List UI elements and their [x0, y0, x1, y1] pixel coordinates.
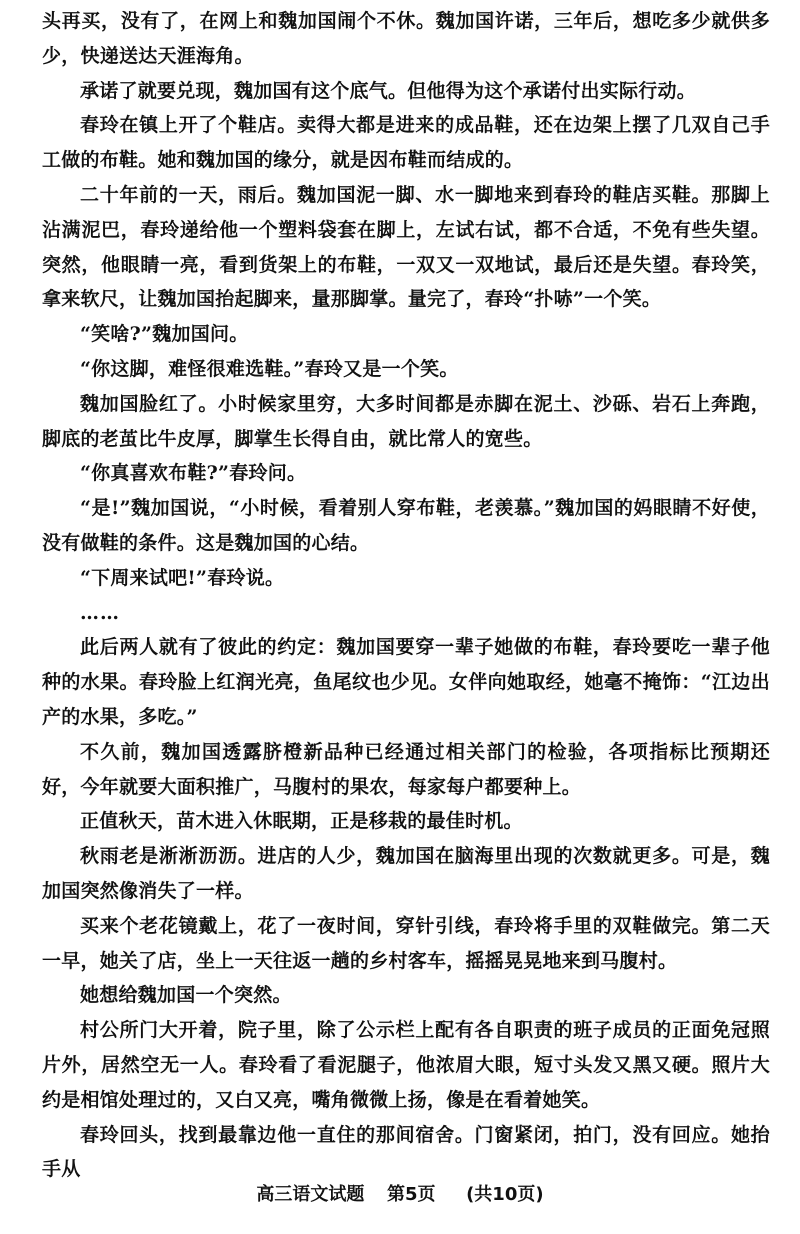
- paragraph-7: 魏加国脸红了。小时候家里穷，大多时间都是赤脚在泥土、沙砾、岩石上奔跑，脚底的老茧比牛皮厚，脚掌生长得自由，就比常人的宽些。: [42, 392, 770, 450]
- paragraph-3: 春玲在镇上开了个鞋店。卖得大都是进来的成品鞋，还在边架上摆了几双自己手工做的布鞋。她和魏加国的缘分，就是因布鞋而结成的。: [42, 114, 770, 172]
- paragraph-2: 承诺了就要兑现，魏加国有这个底气。但他得为这个承诺付出实际行动。: [80, 79, 697, 102]
- paragraph-17: 村公所门大开着，院子里，除了公示栏上配有各自职责的班子成员的正面免冠照片外，居然空无一人。春玲看了看泥腿子，他浓眉大眼，短寸头发又黑又硬。照片大约是相馆处理过的，又白又亮，嘴角微微上扬，像是在看着她笑。: [42, 1019, 770, 1111]
- paragraph-4: 二十年前的一天，雨后。魏加国泥一脚、水一脚地来到春玲的鞋店买鞋。那脚上沾满泥巴，春玲递给他一个塑料袋套在脚上，左试右试，都不合适，不免有些失望。突然，他眼睛一亮，看到货架上的布鞋，一双又一双地试，最后还是失望。春玲笑，拿来软尺，让魏加国抬起脚来，量那脚掌。量完了，春玲“扑哧”一个笑。: [42, 183, 770, 311]
- paragraph-1: 头再买，没有了，在网上和魏加国闹个不休。魏加国许诺，三年后，想吃多少就供多少，快递送达天涯海角。: [42, 10, 770, 67]
- paragraph-9: “是!”魏加国说，“小时候，看着别人穿布鞋，老羡慕。”魏加国的妈眼睛不好使，没有做鞋的条件。这是魏加国的心结。: [42, 497, 770, 554]
- paragraph-10: “下周来试吧!”春玲说。: [80, 566, 285, 589]
- paragraph-13: 正值秋天，苗木进入休眠期，正是移栽的最佳时机。: [80, 810, 523, 833]
- paragraph-15: 买来个老花镜戴上，花了一夜时间，穿针引线，春玲将手里的双鞋做完。第二天一早，她关了店，坐上一天往返一趟的乡村客车，摇摇晃晃地来到马腹村。: [42, 914, 770, 972]
- paragraph-8: “你真喜欢布鞋?”春玲问。: [80, 462, 307, 485]
- footer-subject: 高三语文试题: [256, 1184, 365, 1205]
- paragraph-6: “你这脚，难怪很难选鞋。”春玲又是一个笑。: [80, 357, 459, 380]
- paragraph-11: 此后两人就有了彼此的约定：魏加国要穿一辈子她做的布鞋，春玲要吃一辈子他种的水果。春玲脸上红润光亮，鱼尾纹也少见。女伴向她取经，她毫不掩饰：“江边出产的水果，多吃。”: [42, 636, 770, 728]
- paragraph-16: 她想给魏加国一个突然。: [80, 984, 292, 1007]
- paragraph-18: 春玲回头，找到最靠边他一直住的那间宿舍。门窗紧闭，拍门，没有回应。她抬手从: [42, 1123, 770, 1181]
- paragraph-5: “笑啥?”魏加国问。: [80, 323, 249, 346]
- ellipsis-break: ……: [80, 601, 120, 624]
- paragraph-12: 不久前，魏加国透露脐橙新品种已经通过相关部门的检验，各项指标比预期还好，今年就要大面积推广，马腹村的果农，每家每户都要种上。: [42, 740, 770, 798]
- paragraph-14: 秋雨老是淅淅沥沥。进店的人少，魏加国在脑海里出现的次数就更多。可是，魏加国突然像消失了一样。: [42, 845, 770, 902]
- footer-total-pages: (共10页): [466, 1184, 544, 1205]
- page-footer: [0, 1180, 800, 1206]
- story-text: [42, 4, 770, 1187]
- footer-page-number: 第5页: [386, 1184, 436, 1205]
